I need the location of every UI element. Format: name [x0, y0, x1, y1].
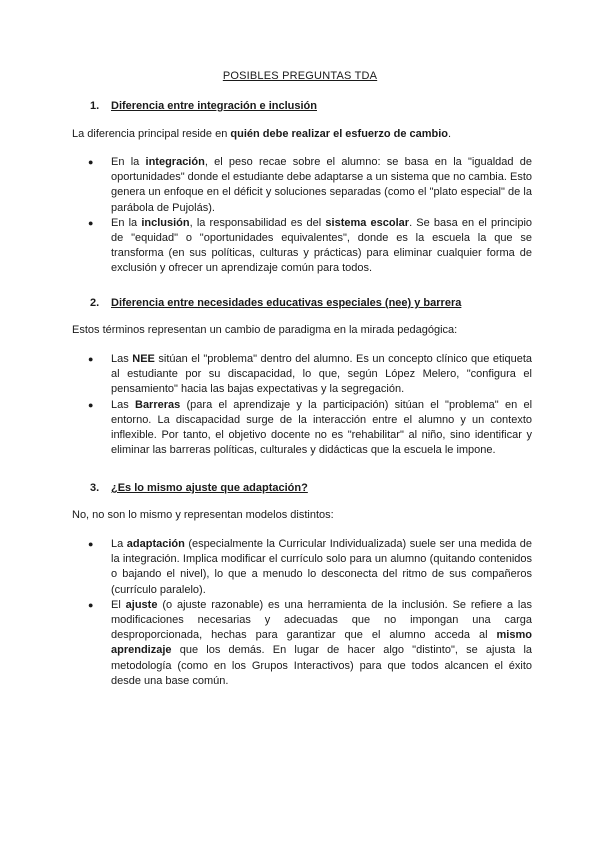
item-text: La	[111, 538, 127, 550]
item-emphasis: adaptación	[126, 538, 185, 550]
list-item	[72, 352, 532, 398]
item-text: (para el aprendizaje y la participación) sitúan el "problema" en el entorno. La discapacidad surge de la interacción entre el alumno y un contexto inflexible. Por tanto, el objetivo docente no es "rehabilitar" al niño, sino identificar y eliminar las barreras políticas, culturales y didácticas que la escuela le impone.	[111, 398, 533, 457]
item-emphasis: ajuste	[125, 598, 158, 611]
item-text: En la	[111, 216, 142, 229]
item-text: sitúan el "problema" dentro del alumno. Es un concepto clínico que etiqueta al estudiante por su discapacidad, lo que, según López Melero, "configura el pensamiento" hacia las bajas expectativas y la segregación.	[111, 353, 532, 396]
section-3-intro: No, no son lo mismo y representan modelos distintos:	[72, 509, 334, 521]
item-text: (o ajuste razonable) es una herramienta de la inclusión. Se refiere a las modificaciones necesarias y adecuadas que no impongan una carga desproporcionada, hechas para garantizar que el alumno acceda al	[111, 598, 532, 642]
section-2-heading	[72, 297, 532, 309]
item-emphasis: NEE	[132, 353, 155, 365]
item-emphasis: inclusión	[141, 216, 190, 229]
section-1	[72, 100, 532, 277]
item-text: que los demás. En lugar de hacer algo "distinto", se ajusta la metodología (como en los Grupos Interactivos) para que todos alcancen el éxito desde una base común.	[111, 644, 532, 687]
section-3-list	[72, 537, 532, 689]
section-2-number: 2.	[90, 297, 100, 309]
item-emphasis: integración	[145, 156, 205, 168]
bullet-icon: ●	[88, 399, 94, 410]
bullet-icon: ●	[88, 539, 94, 549]
item-emphasis: mismo aprendizaje	[111, 629, 532, 657]
list-item	[72, 537, 532, 598]
section-1-heading	[72, 100, 532, 112]
item-text: El	[111, 598, 126, 611]
section-3-heading	[72, 482, 532, 494]
list-item	[72, 216, 532, 277]
section-2-heading-text: Diferencia entre necesidades educativas especiales (nee) y barrera	[111, 297, 462, 309]
section-1-intro	[72, 127, 532, 142]
item-text: , el peso recae sobre el alumno: se basa en la "igualdad de oportunidades" donde el estudiante debe adaptarse a un sistema que no cambia. Esto genera un enfoque en el déficit y soluciones separadas (como el "plato especial" de la parábola de Pujolás).	[111, 156, 532, 214]
section-1-number: 1.	[90, 100, 100, 112]
document-title: POSIBLES PREGUNTAS TDA	[222, 70, 378, 82]
bullet-icon: ●	[88, 217, 94, 228]
bullet-icon: ●	[88, 599, 94, 610]
section-3-heading-text: ¿Es lo mismo ajuste que adaptación?	[111, 482, 308, 494]
list-item	[72, 398, 532, 459]
item-text: Las	[111, 398, 135, 411]
item-text: Las	[111, 353, 133, 365]
item-emphasis: Barreras	[135, 398, 181, 411]
list-item	[72, 598, 532, 689]
item-text: , la responsabilidad es del	[189, 216, 326, 229]
section-2-intro: Estos términos representan un cambio de paradigma en la mirada pedagógica:	[72, 324, 458, 336]
bullet-icon: ●	[88, 354, 94, 364]
section-1-heading-text: Diferencia entre integración e inclusión	[111, 100, 317, 112]
intro-emphasis: quién debe realizar el esfuerzo de cambio	[230, 128, 449, 140]
item-text: En la	[111, 156, 146, 168]
item-text: . Se basa en el principio de "equidad" o "oportunidades equivalentes", donde es la escuela la que se transforma (en sus políticas, culturas y prácticas) para eliminar cualquier forma de exclusión y ofrecer un aprendizaje común para todos.	[111, 216, 533, 275]
section-2-list	[72, 352, 532, 458]
bullet-icon: ●	[88, 157, 94, 167]
intro-text: La diferencia principal reside en	[72, 128, 231, 140]
section-2	[72, 297, 532, 458]
item-emphasis: sistema escolar	[325, 216, 410, 229]
section-3	[72, 482, 532, 689]
section-1-list	[72, 155, 532, 277]
section-3-number: 3.	[90, 482, 100, 494]
list-item	[72, 155, 532, 216]
item-text: (especialmente la Curricular Individualizada) suele ser una medida de la integración. Implica modificar el currículo solo para un alumno (quitando contenidos o bajando el nivel), lo que a menudo lo desconecta del ritmo de sus compañeros (currículo paralelo).	[111, 538, 533, 596]
intro-text-end: .	[448, 128, 452, 140]
